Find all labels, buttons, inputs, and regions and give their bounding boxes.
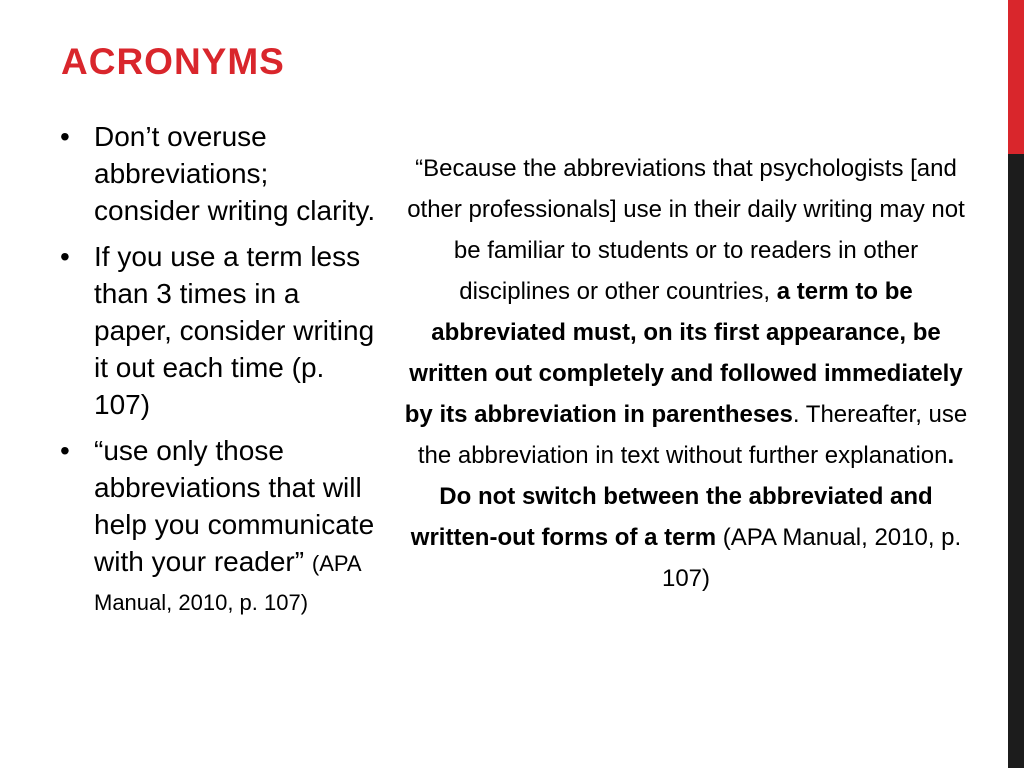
quote-text-intro: “Because the abbreviations that psychologists [and other professionals] use in their daily writing may not be familiar to students or to readers in other disciplines or other countries,: [407, 155, 965, 305]
bullet-citation: (APA Manual, 2010, p. 107): [94, 551, 361, 615]
bullet-dot-icon: •: [60, 121, 70, 152]
bullet-dot-icon: •: [60, 241, 70, 272]
bullet-item-overuse: [58, 118, 378, 229]
quote-text-thereafter: . Thereafter, use the abbreviation in text without further explanation: [417, 401, 968, 469]
bullet-text: “use only those abbreviations that will help you communicate with your reader”: [94, 435, 375, 577]
bullet-item-use-only: [58, 432, 378, 621]
bullet-dot-icon: •: [60, 435, 70, 466]
bullet-list: [58, 118, 378, 630]
slide-title: ACRONYMS: [61, 41, 285, 82]
quote-citation: (APA Manual, 2010, p. 107): [661, 524, 962, 592]
edge-accent-bar-dark: [1008, 154, 1024, 768]
apa-quote-block: [404, 148, 968, 599]
quote-bold-no-switch: . Do not switch between the abbreviated and written-out forms of a term: [410, 442, 955, 551]
bullet-text: If you use a term less than 3 times in a paper, consider writing it out each time (p. 107): [94, 241, 375, 420]
bullet-item-less-than-three: [58, 238, 378, 423]
edge-accent-bar-red: [1008, 0, 1024, 154]
bullet-text: Don’t overuse abbreviations; consider writing clarity.: [94, 121, 376, 226]
quote-bold-rule: a term to be abbreviated must, on its first appearance, be written out completely and followed immediately by its abbreviation in parentheses: [404, 278, 963, 428]
